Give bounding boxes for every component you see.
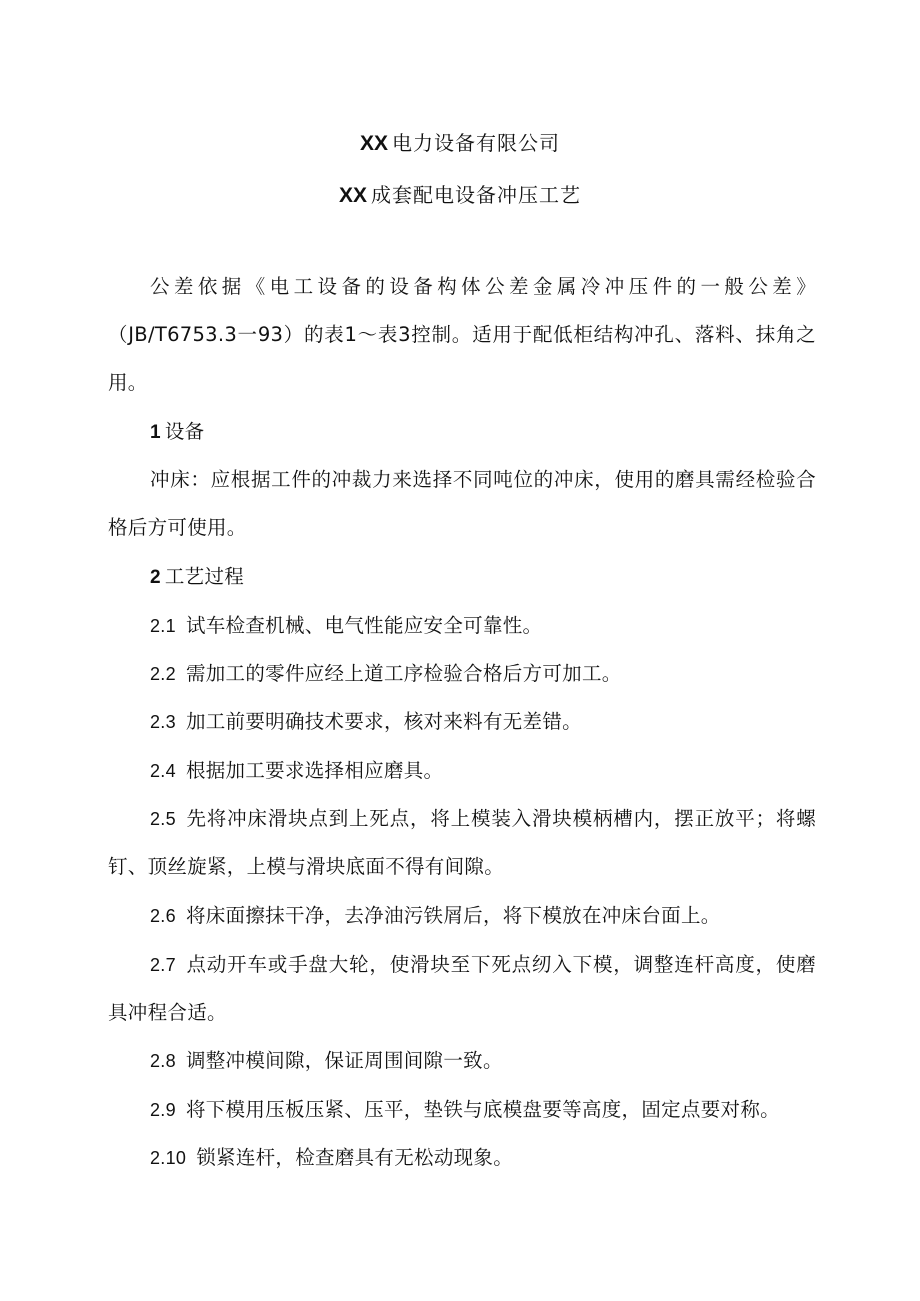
step-text: 将下模用压板压紧、压平，垫铁与底模盘要等高度，固定点要对称。 <box>185 1098 780 1121</box>
step-text: 先将冲床滑块点到上死点，将上模装入滑块模柄槽内，摆正放平；将螺钉、顶丝旋紧，上模与滑块底面不得有间隙。 <box>108 807 816 878</box>
step-text: 将床面擦抹干净，去净油污铁屑后，将下模放在冲床台面上。 <box>185 904 721 927</box>
intro-paragraph: 公差依据《电工设备的设备构体公差金属冷冲压件的一般公差》（JB/T6753.3一93）的表1～表3控制。适用于配低柜结构冲孔、落料、抹角之用。 <box>108 275 816 394</box>
step-number: 2.8 <box>150 1051 176 1071</box>
doc-prefix: XX <box>338 184 367 207</box>
section-1-heading <box>108 408 816 457</box>
section-1-body: 冲床：应根据工件的冲裁力来选择不同吨位的冲床，使用的磨具需经检验合格后方可使用。 <box>108 468 816 539</box>
step-item <box>108 602 816 650</box>
step-text: 点动开车或手盘大轮，使滑块至下死点纫入下模，调整连杆高度，使磨具冲程合适。 <box>108 953 816 1024</box>
step-item <box>108 1086 816 1134</box>
step-number: 2.6 <box>150 906 176 926</box>
step-number: 2.3 <box>150 712 176 732</box>
company-name: 电力设备有限公司 <box>392 131 560 155</box>
section-2-number: 2 <box>150 567 161 588</box>
step-item <box>108 795 816 891</box>
doc-title-text: 成套配电设备冲压工艺 <box>371 183 581 207</box>
step-number: 2.10 <box>150 1148 187 1168</box>
step-item <box>108 650 816 698</box>
step-item <box>108 698 816 746</box>
step-item <box>108 892 816 940</box>
step-number: 2.1 <box>150 616 176 636</box>
step-number: 2.4 <box>150 761 176 781</box>
section-2-title: 工艺过程 <box>164 565 245 588</box>
step-text: 调整冲模间隙，保证周围间隙一致。 <box>185 1049 503 1072</box>
step-number: 2.5 <box>150 809 176 829</box>
step-text: 试车检查机械、电气性能应安全可靠性。 <box>185 614 543 637</box>
step-text: 锁紧连杆，检查磨具有无松动现象。 <box>196 1146 514 1169</box>
step-text: 需加工的零件应经上道工序检验合格后方可加工。 <box>185 662 622 685</box>
step-number: 2.9 <box>150 1100 176 1120</box>
step-text: 加工前要明确技术要求，核对来料有无差错。 <box>185 710 582 733</box>
step-item <box>108 747 816 795</box>
step-number: 2.7 <box>150 955 176 975</box>
section-1-number: 1 <box>150 422 161 443</box>
step-number: 2.2 <box>150 664 176 684</box>
step-item <box>108 941 816 1037</box>
step-item <box>108 1037 816 1085</box>
document-title <box>0 181 920 210</box>
step-item <box>108 1134 816 1182</box>
step-text: 根据加工要求选择相应磨具。 <box>185 759 444 782</box>
section-1-title: 设备 <box>164 420 205 443</box>
company-title <box>0 129 920 158</box>
company-prefix: XX <box>359 132 388 155</box>
section-2-heading <box>108 553 816 602</box>
